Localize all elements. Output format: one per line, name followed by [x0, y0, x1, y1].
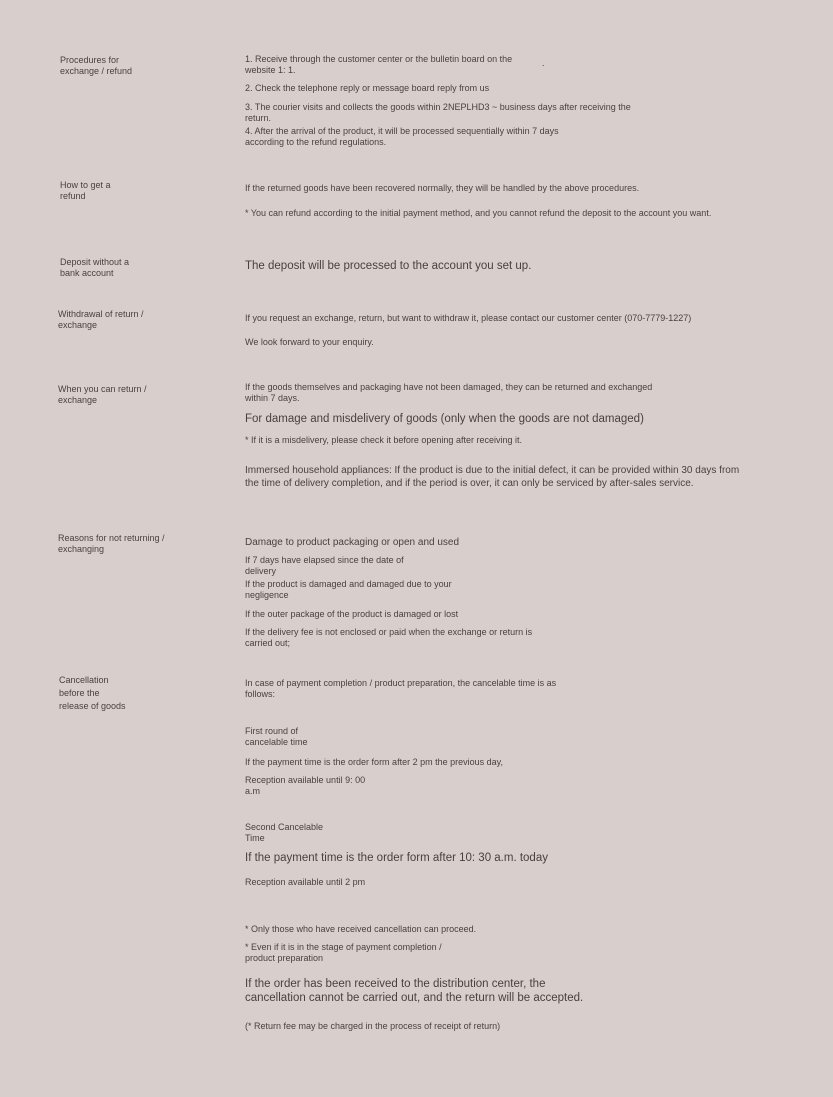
procedures-line-1: 1. Receive through the customer center or the bulletin board on the website 1: 1.: [245, 54, 513, 75]
not-returning-line-4: If the outer package of the product is damaged or lost: [245, 609, 459, 619]
cancellation-line-2: First round of cancelable time: [245, 726, 308, 747]
stray-mark: .: [542, 58, 545, 68]
deposit-line-1: The deposit will be processed to the account you set up.: [245, 260, 532, 272]
procedures-line-3: 3. The courier visits and collects the goods within 2NEPLHD3 ~ business days after receiving the return.: [245, 102, 631, 123]
withdrawal-line-1: If you request an exchange, return, but want to withdraw it, please contact our customer center (070-7779-1227): [245, 313, 692, 323]
cancellation-line-1: In case of payment completion / product preparation, the cancelable time is as follows:: [245, 678, 557, 699]
label-not-returning: Reasons for not returning / exchanging: [58, 533, 165, 554]
label-withdrawal: Withdrawal of return / exchange: [58, 309, 144, 330]
not-returning-line-5: If the delivery fee is not enclosed or paid when the exchange or return is carried out;: [245, 627, 533, 648]
cancellation-line-8: * Only those who have received cancellation can proceed.: [245, 924, 477, 934]
label-cancellation: Cancellation before the release of goods: [59, 675, 126, 711]
cancellation-line-7: Reception available until 2 pm: [245, 877, 366, 887]
when-return-line-4: Immersed household appliances: If the product is due to the initial defect, it can be provided within 30 days from the time of delivery completion, and if the period is over, it can only be serviced by after-sales service.: [245, 465, 740, 489]
label-procedures: Procedures for exchange / refund: [60, 55, 133, 76]
not-returning-line-1: Damage to product packaging or open and used: [245, 537, 460, 548]
refund-line-2: * You can refund according to the initial payment method, and you cannot refund the deposit to the account you want.: [245, 208, 712, 218]
when-return-line-2: For damage and misdelivery of goods (only when the goods are not damaged): [245, 413, 644, 425]
procedures-line-2: 2. Check the telephone reply or message board reply from us: [245, 83, 490, 93]
cancellation-line-11: (* Return fee may be charged in the process of receipt of return): [245, 1021, 501, 1031]
cancellation-line-5: Second Cancelable Time: [245, 822, 324, 843]
label-how-to-refund: How to get a refund: [60, 180, 111, 201]
cancellation-line-6: If the payment time is the order form after 10: 30 a.m. today: [245, 852, 548, 864]
not-returning-line-3: If the product is damaged and damaged due to your negligence: [245, 579, 452, 600]
cancellation-line-9: * Even if it is in the stage of payment completion / product preparation: [245, 942, 442, 963]
cancellation-line-10: If the order has been received to the distribution center, the cancellation cannot be carried out, and the return will be accepted.: [245, 978, 584, 1004]
not-returning-line-2: If 7 days have elapsed since the date of delivery: [245, 555, 404, 576]
label-deposit: Deposit without a bank account: [60, 257, 130, 278]
procedures-line-4: 4. After the arrival of the product, it will be processed sequentially within 7 days according to the refund regulations.: [245, 126, 559, 147]
cancellation-line-4: Reception available until 9: 00 a.m: [245, 775, 366, 796]
label-when-return: When you can return / exchange: [58, 384, 147, 405]
withdrawal-line-2: We look forward to your enquiry.: [245, 337, 374, 347]
when-return-line-1: If the goods themselves and packaging have not been damaged, they can be returned and exchanged within 7 days.: [245, 382, 653, 403]
when-return-line-3: * If it is a misdelivery, please check it before opening after receiving it.: [245, 435, 522, 445]
refund-line-1: If the returned goods have been recovered normally, they will be handled by the above procedures.: [245, 183, 640, 193]
cancellation-line-3: If the payment time is the order form after 2 pm the previous day,: [245, 757, 503, 767]
